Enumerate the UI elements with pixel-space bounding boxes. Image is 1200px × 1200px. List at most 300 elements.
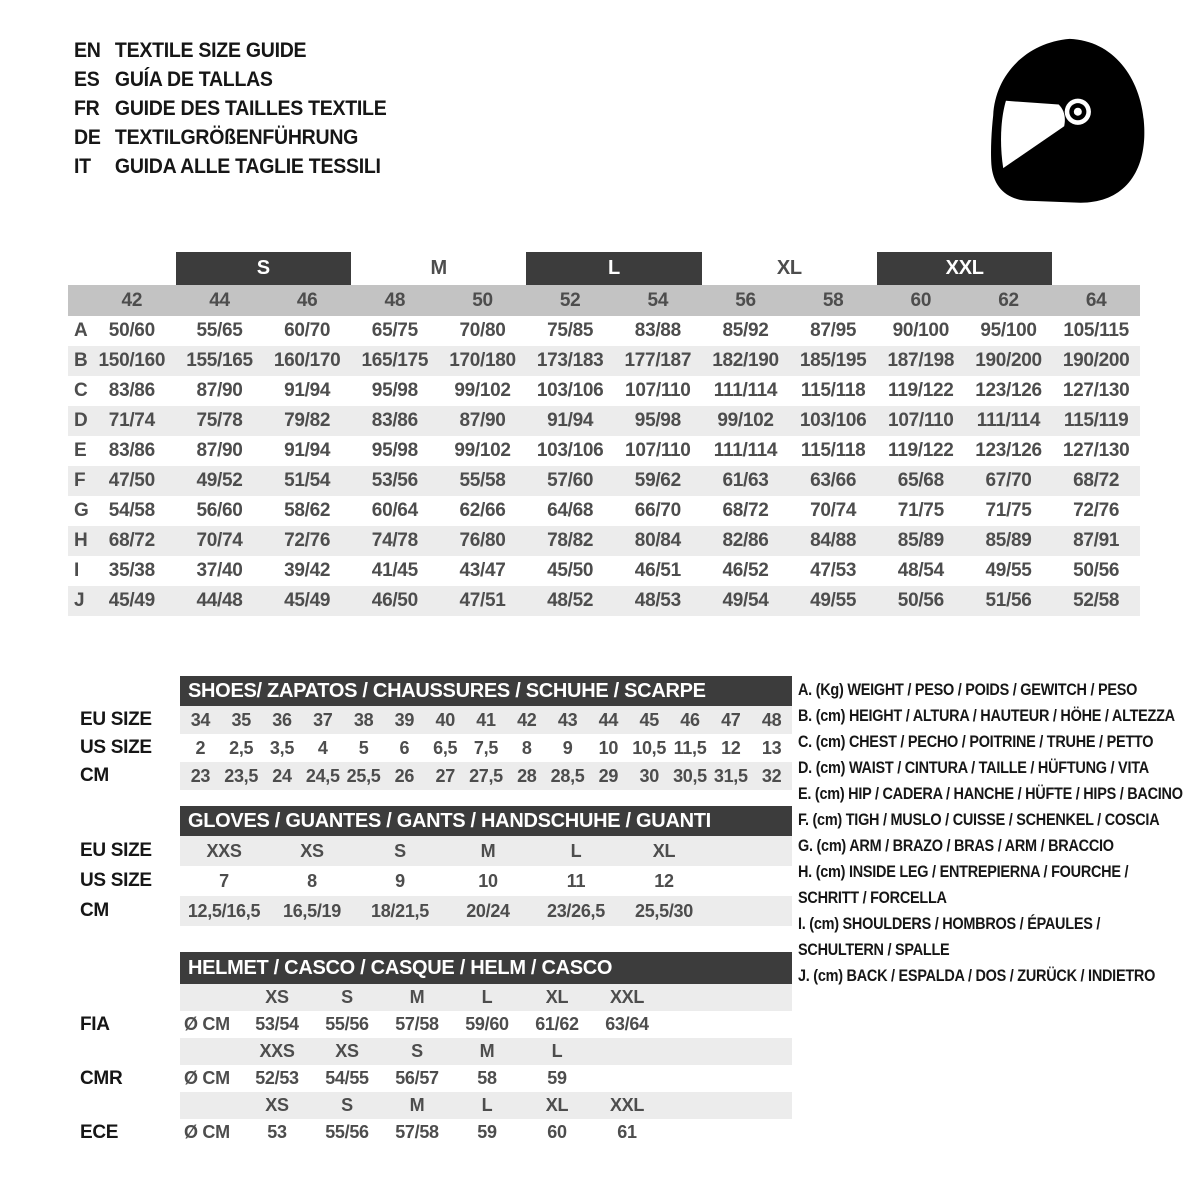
- helmet-cell: 59/60: [465, 1014, 509, 1034]
- helmet-cell: 63/64: [605, 1014, 649, 1034]
- size-cell: 55/65: [196, 320, 243, 341]
- language-row-fr: [74, 94, 386, 123]
- helmet-cell: 60: [547, 1122, 567, 1142]
- shoes-cell: 28: [517, 765, 537, 786]
- size-cell: 78/82: [547, 530, 594, 551]
- size-cell: 45/49: [284, 590, 331, 611]
- size-cell: 111/114: [976, 410, 1041, 431]
- size-cell: 68/72: [108, 530, 155, 551]
- size-cell: 87/90: [196, 380, 243, 401]
- gloves-cell: 7: [219, 870, 229, 891]
- helmet-row-label: FIA: [80, 1013, 110, 1035]
- legend-line: H. (cm) INSIDE LEG / ENTREPIERNA / FOURCHE /: [798, 862, 1129, 881]
- helmet-cells: [180, 1119, 792, 1146]
- size-cell: 87/95: [810, 320, 857, 341]
- size-cell: 60/70: [284, 320, 331, 341]
- size-cell: 68/72: [722, 500, 769, 521]
- helmet-cell: XS: [265, 1095, 289, 1115]
- size-cell: 87/91: [1073, 530, 1120, 551]
- size-group-spacer: [1052, 252, 1140, 285]
- size-cell: 90/100: [892, 320, 949, 341]
- lang-label: TEXTILE SIZE GUIDE: [114, 38, 307, 62]
- shoes-cell: 31,5: [713, 765, 748, 786]
- measure-row-i: [68, 556, 1140, 586]
- shoes-cell: 12: [721, 737, 741, 758]
- shoes-cell: 2,5: [229, 737, 254, 758]
- size-cell: 103/106: [536, 380, 604, 401]
- size-column-52: 52: [559, 289, 581, 311]
- legend-item: [798, 807, 1164, 833]
- size-cell: 68/72: [1073, 470, 1120, 491]
- helmet-title: HELMET / CASCO / CASQUE / HELM / CASCO: [180, 952, 792, 984]
- shoes-row-label: EU SIZE: [80, 709, 152, 730]
- gloves-row: [80, 866, 792, 896]
- size-cell: 49/55: [985, 560, 1032, 581]
- size-cell: 41/45: [371, 560, 418, 581]
- size-cell: 103/106: [799, 410, 867, 431]
- size-cell: 123/126: [975, 440, 1042, 461]
- shoes-cell: 10: [598, 737, 619, 758]
- helmet-row-label: [80, 984, 180, 1011]
- helmet-cell: 54/55: [325, 1068, 369, 1088]
- size-cell: 74/78: [371, 530, 418, 551]
- shoes-title-row: [80, 676, 792, 706]
- measure-row-j: [68, 586, 1140, 616]
- legend-item: [798, 755, 1164, 781]
- size-cell: 46/52: [722, 560, 769, 581]
- shoes-cell: 34: [190, 709, 211, 730]
- size-cell: 70/74: [196, 530, 243, 551]
- row-label: D: [74, 410, 88, 431]
- gloves-row: [80, 896, 792, 926]
- shoes-row: [80, 706, 792, 734]
- measure-row-c: [68, 376, 1140, 406]
- size-cell: 87/90: [196, 440, 243, 461]
- shoes-cell: 42: [517, 709, 537, 730]
- gloves-cell: M: [480, 840, 496, 861]
- row-label: J: [74, 590, 85, 611]
- measurement-legend: [798, 677, 1183, 989]
- size-cell: 50/60: [108, 320, 155, 341]
- legend-item: [798, 911, 1164, 963]
- size-cell: 115/118: [800, 380, 866, 401]
- helmet-cell: 53: [267, 1122, 287, 1142]
- shoes-cell: 28,5: [550, 765, 585, 786]
- legend-item: [798, 703, 1175, 729]
- helmet-cell: [592, 1038, 662, 1065]
- size-cell: 103/106: [536, 440, 604, 461]
- size-column-56: 56: [735, 289, 756, 311]
- size-cell: 76/80: [459, 530, 506, 551]
- shoes-cell: 26: [394, 765, 415, 786]
- size-cell: 182/190: [712, 350, 779, 371]
- shoes-cell: 3,5: [269, 737, 295, 758]
- helmet-cell: 57/58: [395, 1014, 439, 1034]
- size-group-m: M: [430, 257, 447, 279]
- size-cell: 50/56: [1073, 560, 1120, 581]
- shoes-cell: 23: [190, 765, 211, 786]
- size-cell: 58/62: [284, 500, 331, 521]
- gloves-cell: 18/21,5: [371, 900, 429, 921]
- shoes-cell: 8: [521, 737, 532, 758]
- legend-line: E. (cm) HIP / CADERA / HANCHE / HÜFTE / HIPS / BACINO: [798, 784, 1183, 803]
- shoes-cell: 25,5: [346, 765, 381, 786]
- lang-code: EN: [74, 38, 101, 62]
- size-cell: 107/110: [888, 410, 954, 431]
- shoes-cell: 23,5: [224, 765, 259, 786]
- gloves-cell: 20/24: [466, 900, 510, 921]
- gloves-cells: [180, 896, 792, 926]
- size-cell: 115/118: [800, 440, 866, 461]
- size-cell: 54/58: [108, 500, 155, 521]
- size-cell: 83/86: [108, 380, 155, 401]
- size-cell: 170/180: [449, 350, 516, 371]
- size-column-58: 58: [822, 289, 844, 311]
- legend-item: [798, 963, 1164, 989]
- helmet-cell: XS: [335, 1041, 359, 1061]
- shoes-cell: 43: [557, 709, 578, 730]
- shoes-title-spacer: [80, 676, 180, 706]
- gloves-cell: 9: [395, 870, 405, 891]
- shoes-cell: 5: [358, 737, 369, 758]
- size-cell: 75/85: [547, 320, 594, 341]
- size-column-46: 46: [296, 289, 318, 311]
- size-cell: 83/86: [108, 440, 155, 461]
- gloves-row: [80, 836, 792, 866]
- helmet-cell: XXS: [259, 1041, 295, 1061]
- gloves-row-label: CM: [80, 900, 109, 921]
- shoes-cell: 6,5: [433, 737, 458, 758]
- helmet-cell: L: [551, 1041, 563, 1061]
- shoes-row: [80, 734, 792, 762]
- size-cell: 48/54: [897, 560, 944, 581]
- shoes-cell: 45: [639, 709, 659, 730]
- gloves-cell: 23/26,5: [547, 900, 605, 921]
- row-label: B: [74, 350, 88, 371]
- measure-row-b: [68, 346, 1140, 376]
- size-cell: 82/86: [722, 530, 769, 551]
- helmet-row-label: CMR: [80, 1067, 123, 1089]
- gloves-cells: [180, 866, 792, 896]
- shoes-cells: [180, 762, 792, 790]
- shoes-cell: 40: [435, 709, 455, 730]
- size-cell: 51/56: [985, 590, 1032, 611]
- size-cell: 165/175: [361, 350, 429, 371]
- size-cell: 62/66: [459, 500, 506, 521]
- gloves-cell: 11: [566, 870, 586, 891]
- legend-line: A. (Kg) WEIGHT / PESO / POIDS / GEWITCH / PESO: [798, 680, 1138, 699]
- size-column-64: 64: [1085, 289, 1107, 311]
- helmet-cells: [180, 1011, 792, 1038]
- helmet-cell: XL: [545, 987, 569, 1007]
- size-cell: 83/86: [371, 410, 418, 431]
- legend-line: B. (cm) HEIGHT / ALTURA / HAUTEUR / HÖHE / ALTEZZA: [798, 706, 1175, 725]
- helmet-cell: 53/54: [255, 1014, 299, 1034]
- size-cell: 173/183: [536, 350, 604, 371]
- size-cell: 95/100: [980, 320, 1037, 341]
- language-row-es: [74, 65, 386, 94]
- shoes-cell: 24: [272, 765, 292, 786]
- helmet-cell: 61/62: [535, 1014, 579, 1034]
- shoes-cell: 29: [598, 765, 619, 786]
- size-group-l: L: [526, 252, 701, 285]
- helmet-cell: 56/57: [395, 1068, 439, 1088]
- gloves-section: [80, 806, 792, 926]
- helmet-rows: [80, 984, 792, 1146]
- legend-line: C. (cm) CHEST / PECHO / POITRINE / TRUHE / PETTO: [798, 732, 1154, 751]
- lang-label: TEXTILGRÖßENFÜHRUNG: [114, 125, 359, 149]
- diameter-unit: Ø CM: [184, 1014, 230, 1034]
- legend-item: [798, 781, 1183, 807]
- gloves-title: GLOVES / GUANTES / GANTS / HANDSCHUHE / GUANTI: [180, 806, 792, 836]
- size-cell: 99/102: [454, 380, 511, 401]
- size-cell: 56/60: [196, 500, 243, 521]
- size-cell: 52/58: [1073, 590, 1120, 611]
- language-title-list: [74, 36, 386, 181]
- gloves-cell: XL: [652, 840, 676, 861]
- size-cell: 71/74: [108, 410, 155, 431]
- size-cell: 187/198: [887, 350, 955, 371]
- size-group-spacer: [68, 252, 176, 285]
- shoes-cell: 30: [639, 765, 659, 786]
- size-cell: 85/92: [722, 320, 769, 341]
- size-cell: 107/110: [625, 380, 691, 401]
- size-cell: 95/98: [371, 440, 418, 461]
- size-cell: 119/122: [888, 440, 954, 461]
- helmet-cell: M: [409, 987, 425, 1007]
- size-cell: 111/114: [713, 440, 778, 461]
- helmet-row: [80, 984, 792, 1011]
- row-label: I: [74, 560, 79, 581]
- size-group-xxl: XXL: [877, 252, 1052, 285]
- size-cell: 99/102: [454, 440, 511, 461]
- size-cell: 49/54: [722, 590, 769, 611]
- size-cell: 185/195: [799, 350, 867, 371]
- helmet-cell: 55/56: [325, 1014, 369, 1034]
- shoes-cell: 37: [313, 709, 333, 730]
- shoes-cell: 39: [394, 709, 415, 730]
- size-cell: 59/62: [634, 470, 681, 491]
- lang-label: GUÍA DE TALLAS: [114, 67, 273, 91]
- gloves-title-spacer: [80, 806, 180, 836]
- helmet-cell: XL: [545, 1095, 569, 1115]
- size-cell: 46/51: [634, 560, 681, 581]
- gloves-rows: [80, 836, 792, 926]
- size-cell: 71/75: [897, 500, 944, 521]
- helmet-cell: 59: [547, 1068, 567, 1088]
- helmet-cell: S: [341, 1095, 353, 1115]
- size-cell: 63/66: [810, 470, 857, 491]
- lang-code: DE: [74, 125, 101, 149]
- size-cell: 37/40: [196, 560, 243, 581]
- size-cell: 39/42: [284, 560, 331, 581]
- helmet-cell: 61: [617, 1122, 637, 1142]
- legend-line: J. (cm) BACK / ESPALDA / DOS / ZURÜCK / INDIETRO: [798, 966, 1156, 985]
- helmet-cell: XXL: [609, 1095, 645, 1115]
- gloves-cell: S: [394, 840, 406, 861]
- shoes-cells: [180, 734, 792, 762]
- shoes-rows: [80, 706, 792, 790]
- helmet-cell: 55/56: [325, 1122, 369, 1142]
- size-column-54: 54: [647, 289, 669, 311]
- row-label: A: [74, 320, 88, 341]
- legend-line: F. (cm) TIGH / MUSLO / CUISSE / SCHENKEL / COSCIA: [798, 810, 1160, 829]
- diameter-unit: [180, 1038, 242, 1065]
- size-cell: 72/76: [284, 530, 331, 551]
- shoes-cell: 48: [761, 709, 782, 730]
- legend-line: D. (cm) WAIST / CINTURA / TAILLE / HÜFTUNG / VITA: [798, 758, 1149, 777]
- size-cell: 123/126: [975, 380, 1042, 401]
- gloves-cell: L: [570, 840, 582, 861]
- helmet-row-label: [80, 1038, 180, 1065]
- measure-row-e: [68, 436, 1140, 466]
- size-number-band: [68, 285, 1140, 316]
- row-label: G: [74, 500, 89, 521]
- helmet-cell: 59: [477, 1122, 497, 1142]
- helmet-row: [80, 1038, 792, 1065]
- size-column-42: 42: [121, 289, 143, 311]
- size-cell: 99/102: [717, 410, 774, 431]
- shoes-cell: 9: [562, 737, 573, 758]
- helmet-cell: L: [481, 987, 493, 1007]
- shoes-cell: 6: [399, 737, 410, 758]
- row-label: F: [74, 470, 86, 491]
- size-cell: 53/56: [371, 470, 418, 491]
- shoes-row-label: CM: [80, 765, 109, 786]
- shoes-cell: 46: [680, 709, 700, 730]
- size-cell: 85/89: [985, 530, 1032, 551]
- row-label: C: [74, 380, 88, 401]
- shoes-title: SHOES/ ZAPATOS / CHAUSSURES / SCHUHE / SCARPE: [180, 676, 792, 706]
- size-cell: 115/119: [1063, 410, 1129, 431]
- size-cell: 49/55: [810, 590, 857, 611]
- helmet-cell: XXL: [609, 987, 645, 1007]
- size-cell: 66/70: [634, 500, 681, 521]
- helmet-cell: [592, 1065, 662, 1092]
- diameter-unit: [180, 984, 242, 1011]
- helmet-title-spacer: [80, 952, 180, 984]
- size-cell: 43/47: [459, 560, 506, 581]
- language-row-de: [74, 123, 386, 152]
- size-cell: 177/187: [624, 350, 692, 371]
- shoes-cell: 13: [761, 737, 782, 758]
- gloves-cell: 12,5/16,5: [187, 900, 261, 921]
- size-cell: 80/84: [634, 530, 681, 551]
- shoes-cell: 4: [317, 737, 328, 758]
- size-cell: 160/170: [273, 350, 341, 371]
- helmet-cells: [180, 984, 792, 1011]
- size-column-60: 60: [910, 289, 932, 311]
- size-cell: 47/51: [459, 590, 506, 611]
- size-cell: 107/110: [625, 440, 691, 461]
- helmet-row-label: ECE: [80, 1121, 119, 1143]
- legend-item: [798, 833, 1164, 859]
- gloves-title-row: [80, 806, 792, 836]
- legend-line: SCHRITT / FORCELLA: [798, 888, 947, 907]
- size-group-xl: XL: [776, 257, 802, 279]
- shoes-cell: 2: [195, 737, 206, 758]
- lang-label: GUIDA ALLE TAGLIE TESSILI: [114, 154, 381, 178]
- helmet-cells: [180, 1038, 792, 1065]
- size-cell: 150/160: [98, 350, 166, 371]
- shoes-row: [80, 762, 792, 790]
- size-cell: 127/130: [1062, 380, 1130, 401]
- size-column-50: 50: [472, 289, 493, 311]
- size-cell: 60/64: [371, 500, 418, 521]
- gloves-row-label: EU SIZE: [80, 840, 152, 861]
- helmet-title-row: [80, 952, 792, 984]
- size-cell: 45/50: [547, 560, 594, 581]
- diameter-unit: [180, 1092, 242, 1119]
- size-cell: 48/52: [547, 590, 594, 611]
- helmet-cell: 57/58: [395, 1122, 439, 1142]
- band-spacer: [68, 285, 88, 316]
- size-cell: 55/58: [459, 470, 506, 491]
- shoes-cell: 41: [476, 709, 496, 730]
- textile-size-table: [68, 252, 1140, 616]
- size-cell: 72/76: [1073, 500, 1120, 521]
- legend-line: G. (cm) ARM / BRAZO / BRAS / ARM / BRACCIO: [798, 836, 1114, 855]
- shoes-cell: 47: [721, 709, 741, 730]
- gloves-cells: [180, 836, 792, 866]
- gloves-cell: XS: [300, 840, 324, 861]
- row-label: E: [74, 440, 87, 461]
- shoes-cell: 38: [353, 709, 374, 730]
- size-cell: 35/38: [108, 560, 155, 581]
- shoes-cell: 27,5: [469, 765, 503, 786]
- lang-code: IT: [74, 154, 91, 178]
- helmet-cells: [180, 1065, 792, 1092]
- size-cell: 45/49: [108, 590, 155, 611]
- size-cell: 49/52: [196, 470, 243, 491]
- size-cell: 47/53: [810, 560, 857, 581]
- shoes-cell: 30,5: [673, 765, 707, 786]
- shoes-cell: 32: [761, 765, 782, 786]
- size-cell: 84/88: [810, 530, 857, 551]
- shoes-row-label: US SIZE: [80, 737, 152, 758]
- helmet-row: [80, 1065, 792, 1092]
- size-cell: 127/130: [1062, 440, 1130, 461]
- size-cell: 46/50: [371, 590, 418, 611]
- shoes-section: [80, 676, 792, 790]
- helmet-row: [80, 1092, 792, 1119]
- size-cell: 79/82: [284, 410, 331, 431]
- helmet-cell: 52/53: [255, 1068, 299, 1088]
- language-row-en: [74, 36, 386, 65]
- lang-code: FR: [74, 96, 100, 120]
- size-cell: 111/114: [713, 380, 778, 401]
- helmet-cell: M: [409, 1095, 425, 1115]
- size-group-s: S: [176, 252, 351, 285]
- size-cell: 91/94: [284, 440, 331, 461]
- size-cell: 190/200: [1062, 350, 1130, 371]
- helmet-cells: [180, 1092, 792, 1119]
- size-cell: 70/80: [459, 320, 506, 341]
- size-cell: 91/94: [547, 410, 594, 431]
- size-cell: 48/53: [634, 590, 681, 611]
- measure-row-d: [68, 406, 1140, 436]
- helmet-cell: M: [479, 1041, 495, 1061]
- shoes-cell: 35: [231, 709, 251, 730]
- language-row-it: [74, 152, 386, 181]
- size-cell: 44/48: [196, 590, 243, 611]
- helmet-cell: L: [481, 1095, 493, 1115]
- size-cell: 105/115: [1063, 320, 1129, 341]
- shoes-cell: 27: [435, 765, 455, 786]
- size-cell: 57/60: [547, 470, 594, 491]
- size-cell: 50/56: [897, 590, 944, 611]
- helmet-cell: S: [341, 987, 353, 1007]
